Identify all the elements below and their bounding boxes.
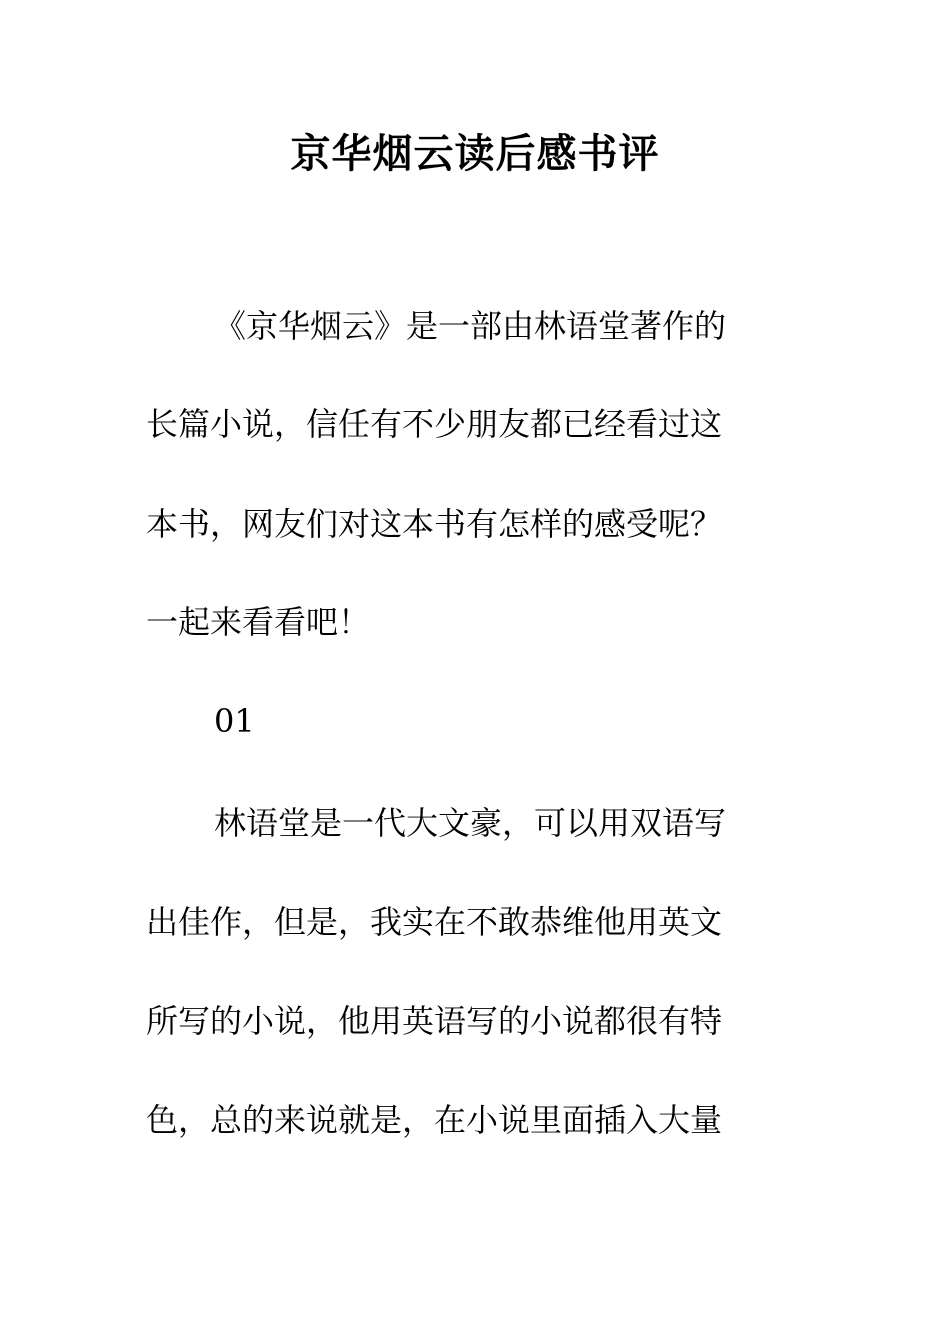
paragraph-line: 所写的小说，他用英语写的小说都很有特	[146, 1002, 723, 1040]
paragraph-line: 一起来看看吧！	[146, 603, 371, 641]
paragraph-line: 出佳作，但是，我实在不敢恭维他用英文	[146, 903, 723, 941]
document-title: 京华烟云读后感书评	[290, 130, 660, 177]
paragraph-line: 林语堂是一代大文豪，可以用双语写	[214, 804, 727, 842]
section-number: 01	[214, 702, 255, 740]
paragraph-line: 《京华烟云》是一部由林语堂著作的	[214, 307, 727, 345]
paragraph-line: 色，总的来说就是，在小说里面插入大量	[146, 1101, 723, 1139]
paragraph-line: 长篇小说，信任有不少朋友都已经看过这	[146, 405, 723, 443]
paragraph-line: 本书，网友们对这本书有怎样的感受呢？	[146, 505, 723, 543]
